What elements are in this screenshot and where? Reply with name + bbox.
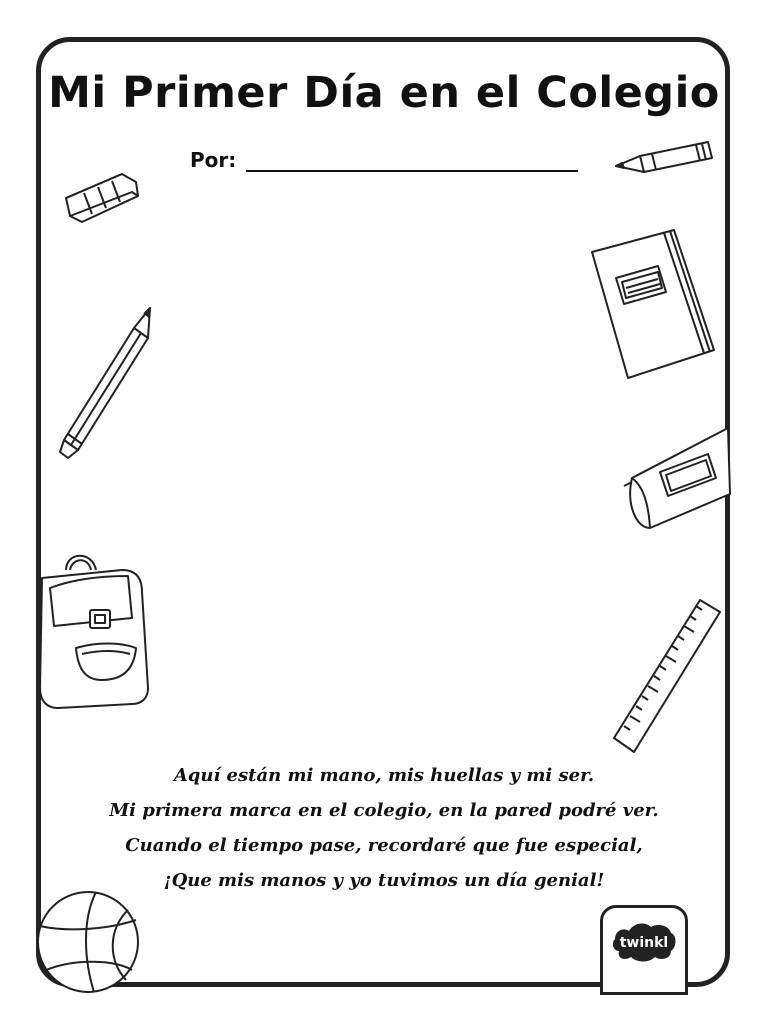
twinkl-logo-text: twinkl [619, 935, 669, 951]
pencil-icon [58, 304, 158, 460]
poem-line: Aquí están mi mano, mis huellas y mi ser. [173, 765, 595, 786]
poem-line: Cuando el tiempo pase, recordaré que fue especial, [125, 835, 643, 856]
page-title: Mi Primer Día en el Colegio [48, 68, 720, 118]
eraser-icon [62, 168, 142, 228]
backpack-icon [36, 548, 156, 710]
notebook-icon [588, 226, 718, 382]
ruler-icon [610, 596, 724, 764]
poem-line: Mi primera marca en el colegio, en la pared podré ver. [109, 800, 659, 821]
twinkl-logo [611, 921, 677, 963]
by-label: Por: [190, 148, 237, 172]
poem [0, 758, 768, 898]
name-line [246, 170, 578, 172]
crayon-icon [612, 138, 718, 178]
poem-line: ¡Que mis manos y yo tuvimos un día genial! [163, 870, 605, 891]
pencil-case-icon [620, 424, 730, 530]
